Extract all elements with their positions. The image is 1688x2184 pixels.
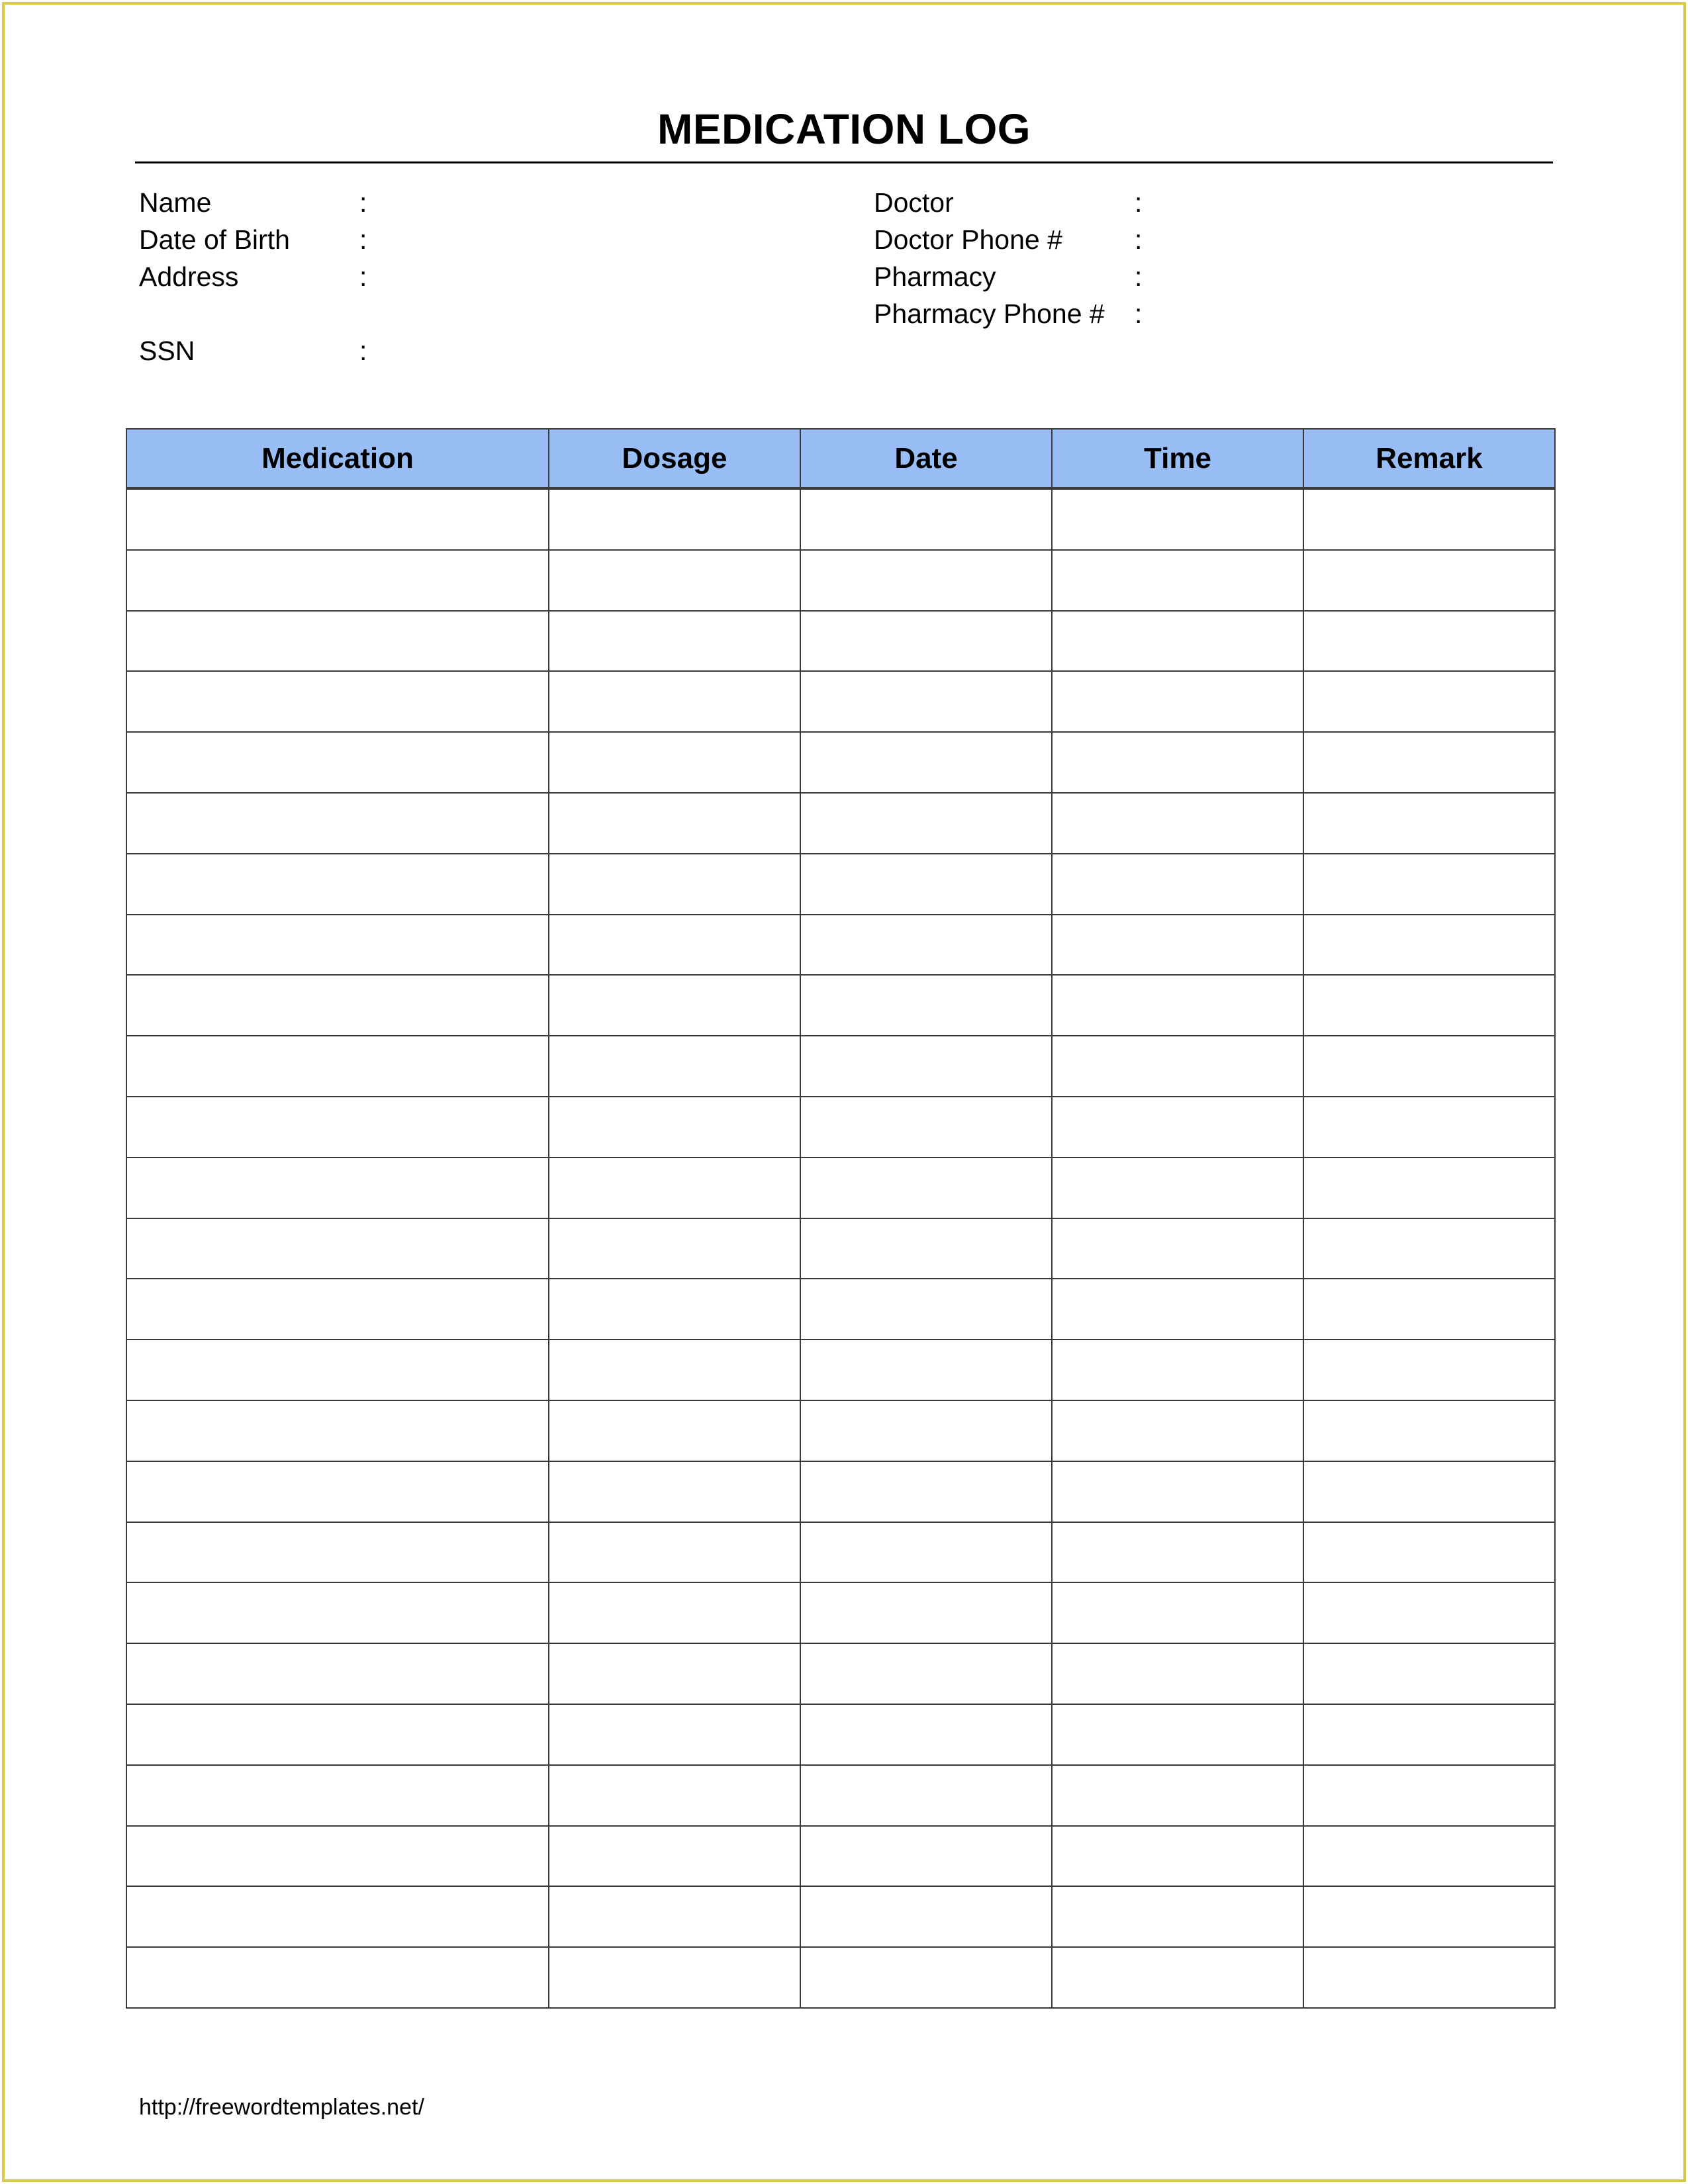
table-cell-date[interactable] [800,1765,1052,1826]
pharmacy-phone-colon: : [1135,298,1143,329]
table-cell-dosage[interactable] [549,1218,800,1279]
table-cell-remark[interactable] [1303,1097,1555,1158]
table-cell-date[interactable] [800,1279,1052,1340]
table-cell-medication[interactable] [126,1947,549,2008]
table-cell-date[interactable] [800,1461,1052,1522]
table-row [126,1582,1555,1643]
medication-table [126,428,1556,2009]
table-cell-medication[interactable] [126,1522,549,1583]
table-cell-remark[interactable] [1303,1582,1555,1643]
table-row [126,915,1555,976]
table-cell-remark[interactable] [1303,550,1555,611]
table-cell-dosage[interactable] [549,550,800,611]
table-cell-medication[interactable] [126,1643,549,1704]
table-header-row [126,429,1555,488]
table-cell-medication[interactable] [126,1036,549,1097]
ssn-colon: : [359,336,367,366]
table-cell-time[interactable] [1052,975,1303,1036]
table-cell-dosage[interactable] [549,732,800,793]
table-cell-dosage[interactable] [549,611,800,672]
table-cell-date[interactable] [800,1522,1052,1583]
table-cell-date[interactable] [800,550,1052,611]
table-cell-remark[interactable] [1303,488,1555,550]
table-cell-time[interactable] [1052,1826,1303,1887]
table-cell-date[interactable] [800,1400,1052,1461]
table-cell-time[interactable] [1052,732,1303,793]
table-cell-medication[interactable] [126,854,549,915]
table-row [126,1218,1555,1279]
table-cell-time[interactable] [1052,1158,1303,1218]
column-header-dosage: Dosage [549,429,800,488]
table-cell-medication[interactable] [126,1826,549,1887]
table-cell-time[interactable] [1052,1461,1303,1522]
table-cell-date[interactable] [800,793,1052,854]
date-of-birth-label: Date of Birth [139,224,290,255]
table-cell-remark[interactable] [1303,1279,1555,1340]
table-cell-time[interactable] [1052,611,1303,672]
table-row [126,1279,1555,1340]
table-cell-remark[interactable] [1303,1947,1555,2008]
ssn-label: SSN [139,336,195,366]
table-cell-remark[interactable] [1303,1400,1555,1461]
table-cell-dosage[interactable] [549,1097,800,1158]
table-cell-date[interactable] [800,1886,1052,1947]
table-cell-date[interactable] [800,732,1052,793]
table-cell-remark[interactable] [1303,1158,1555,1218]
table-cell-remark[interactable] [1303,1461,1555,1522]
table-cell-remark[interactable] [1303,1886,1555,1947]
table-body [126,488,1555,2008]
table-cell-medication[interactable] [126,1582,549,1643]
table-cell-time[interactable] [1052,1218,1303,1279]
table-cell-remark[interactable] [1303,1826,1555,1887]
table-cell-time[interactable] [1052,1340,1303,1400]
table-cell-medication[interactable] [126,732,549,793]
table-cell-date[interactable] [800,1947,1052,2008]
table-cell-date[interactable] [800,1340,1052,1400]
table-row [126,1704,1555,1765]
table-cell-remark[interactable] [1303,1765,1555,1826]
table-row [126,611,1555,672]
table-cell-date[interactable] [800,611,1052,672]
table-cell-dosage[interactable] [549,1643,800,1704]
pharmacy-label: Pharmacy [874,261,996,292]
table-cell-time[interactable] [1052,488,1303,550]
table-cell-medication[interactable] [126,1097,549,1158]
table-cell-time[interactable] [1052,1582,1303,1643]
table-cell-dosage[interactable] [549,671,800,732]
table-cell-time[interactable] [1052,1886,1303,1947]
table-cell-remark[interactable] [1303,915,1555,976]
table-row [126,488,1555,550]
table-row [126,732,1555,793]
table-row [126,793,1555,854]
table-row [126,1826,1555,1887]
table-cell-medication[interactable] [126,1279,549,1340]
table-cell-time[interactable] [1052,915,1303,976]
table-row [126,1765,1555,1826]
table-cell-remark[interactable] [1303,1036,1555,1097]
table-cell-remark[interactable] [1303,1643,1555,1704]
table-row [126,1097,1555,1158]
table-cell-date[interactable] [800,1218,1052,1279]
table-cell-dosage[interactable] [549,1400,800,1461]
table-cell-remark[interactable] [1303,671,1555,732]
table-row [126,975,1555,1036]
table-cell-time[interactable] [1052,550,1303,611]
table-cell-dosage[interactable] [549,1826,800,1887]
table-cell-date[interactable] [800,671,1052,732]
footer-url-link[interactable]: http://freewordtemplates.net/ [139,2095,424,2120]
table-cell-medication[interactable] [126,1400,549,1461]
table-cell-date[interactable] [800,1704,1052,1765]
table-cell-remark[interactable] [1303,1522,1555,1583]
page-title: MEDICATION LOG [657,105,1031,153]
table-cell-date[interactable] [800,915,1052,976]
table-cell-dosage[interactable] [549,915,800,976]
table-cell-remark[interactable] [1303,854,1555,915]
table-cell-time[interactable] [1052,1765,1303,1826]
table-cell-medication[interactable] [126,1461,549,1522]
table-cell-medication[interactable] [126,1218,549,1279]
table-row [126,671,1555,732]
medication-table-container [126,428,1554,2009]
table-row [126,1886,1555,1947]
column-header-medication: Medication [126,429,549,488]
table-cell-time[interactable] [1052,793,1303,854]
table-cell-remark[interactable] [1303,611,1555,672]
address-label: Address [139,261,239,292]
table-cell-dosage[interactable] [549,1582,800,1643]
table-cell-medication[interactable] [126,671,549,732]
table-cell-medication[interactable] [126,1765,549,1826]
table-row [126,550,1555,611]
table-cell-medication[interactable] [126,1886,549,1947]
table-cell-dosage[interactable] [549,793,800,854]
column-header-time: Time [1052,429,1303,488]
doctor-phone-colon: : [1135,224,1143,255]
doctor-label: Doctor [874,187,954,218]
table-cell-dosage[interactable] [549,1340,800,1400]
column-header-remark: Remark [1303,429,1555,488]
table-cell-time[interactable] [1052,1036,1303,1097]
table-row [126,1158,1555,1218]
table-cell-remark[interactable] [1303,1704,1555,1765]
table-cell-medication[interactable] [126,550,549,611]
table-cell-date[interactable] [800,854,1052,915]
table-cell-dosage[interactable] [549,1522,800,1583]
title-underline [135,161,1553,163]
table-cell-remark[interactable] [1303,1218,1555,1279]
table-cell-medication[interactable] [126,1158,549,1218]
name-colon: : [359,187,367,218]
table-cell-date[interactable] [800,975,1052,1036]
table-cell-date[interactable] [800,1036,1052,1097]
table-cell-date[interactable] [800,488,1052,550]
table-cell-date[interactable] [800,1158,1052,1218]
table-cell-dosage[interactable] [549,1947,800,2008]
doctor-colon: : [1135,187,1143,218]
table-cell-medication[interactable] [126,1340,549,1400]
table-cell-date[interactable] [800,1826,1052,1887]
table-cell-dosage[interactable] [549,1461,800,1522]
table-cell-dosage[interactable] [549,975,800,1036]
doctor-phone-label: Doctor Phone # [874,224,1062,255]
table-cell-time[interactable] [1052,1643,1303,1704]
table-cell-remark[interactable] [1303,732,1555,793]
pharmacy-colon: : [1135,261,1143,292]
table-cell-time[interactable] [1052,854,1303,915]
table-row [126,1340,1555,1400]
table-cell-remark[interactable] [1303,793,1555,854]
table-cell-remark[interactable] [1303,975,1555,1036]
table-row [126,1400,1555,1461]
date-of-birth-colon: : [359,224,367,255]
name-label: Name [139,187,212,218]
table-cell-time[interactable] [1052,1279,1303,1340]
table-cell-dosage[interactable] [549,854,800,915]
address-colon: : [359,261,367,292]
table-cell-date[interactable] [800,1643,1052,1704]
table-cell-dosage[interactable] [549,488,800,550]
table-cell-time[interactable] [1052,1400,1303,1461]
table-cell-date[interactable] [800,1582,1052,1643]
table-row [126,854,1555,915]
column-header-date: Date [800,429,1052,488]
table-cell-time[interactable] [1052,1704,1303,1765]
table-cell-remark[interactable] [1303,1340,1555,1400]
table-cell-medication[interactable] [126,611,549,672]
table-row [126,1461,1555,1522]
table-cell-medication[interactable] [126,793,549,854]
table-cell-dosage[interactable] [549,1704,800,1765]
table-cell-medication[interactable] [126,975,549,1036]
table-cell-medication[interactable] [126,915,549,976]
table-row [126,1947,1555,2008]
table-cell-dosage[interactable] [549,1279,800,1340]
table-row [126,1643,1555,1704]
table-cell-dosage[interactable] [549,1036,800,1097]
table-row [126,1522,1555,1583]
table-cell-time[interactable] [1052,1097,1303,1158]
table-cell-medication[interactable] [126,488,549,550]
table-cell-time[interactable] [1052,671,1303,732]
table-cell-dosage[interactable] [549,1886,800,1947]
table-cell-medication[interactable] [126,1704,549,1765]
table-cell-dosage[interactable] [549,1765,800,1826]
table-cell-time[interactable] [1052,1522,1303,1583]
table-cell-time[interactable] [1052,1947,1303,2008]
table-cell-dosage[interactable] [549,1158,800,1218]
pharmacy-phone-label: Pharmacy Phone # [874,298,1105,329]
table-row [126,1036,1555,1097]
table-cell-date[interactable] [800,1097,1052,1158]
